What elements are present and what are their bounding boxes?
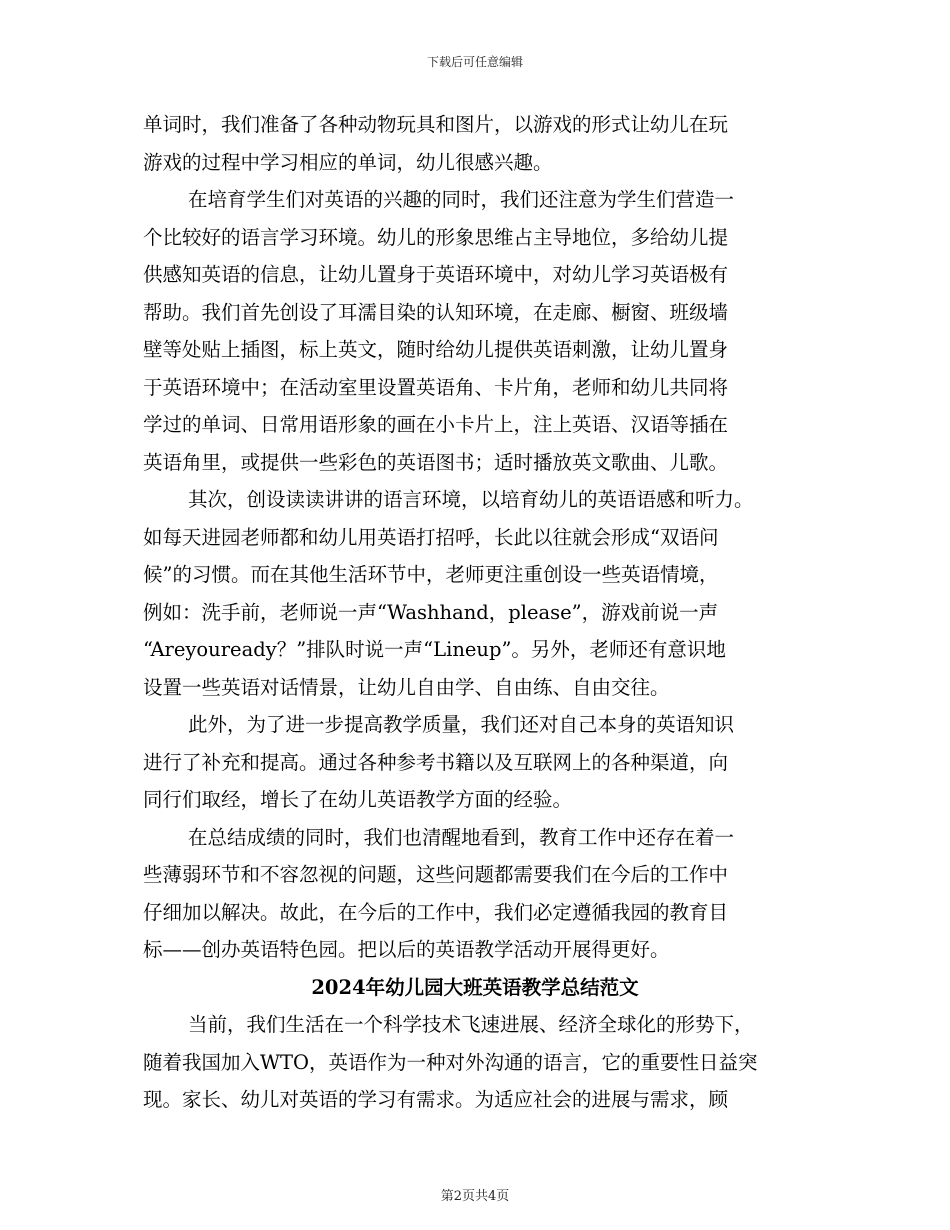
- text-line: 候”的习惯。而在其他生活环节中，老师更注重创设一些英语情境，: [143, 563, 719, 586]
- text-line: 此外，为了进一步提高教学质量，我们还对自己本身的英语知识: [188, 713, 735, 736]
- text-line: 其次，创设读读讲讲的语言环境，以培育幼儿的英语语感和听力。: [188, 488, 754, 511]
- text-line: 单词时，我们准备了各种动物玩具和图片，以游戏的形式让幼儿在玩: [143, 113, 729, 136]
- page-header: 下载后可任意编辑: [426, 55, 523, 69]
- text-line: 学过的单词、日常用语形象的画在小卡片上，注上英语、汉语等插在: [143, 413, 729, 436]
- text-line: 随着我国加入WTO，英语作为一种对外沟通的语言，它的重要性日益突: [143, 1050, 758, 1074]
- text-line: 些薄弱环节和不容忽视的问题，这些问题都需要我们在今后的工作中: [143, 863, 729, 886]
- text-line: 壁等处贴上插图，标上英文，随时给幼儿提供英语刺激，让幼儿置身: [143, 338, 729, 361]
- text-line: “Areyouready？”排队时说一声“Lineup”。另外，老师还有意识地: [143, 638, 726, 661]
- text-line: 帮助。我们首先创设了耳濡目染的认知环境，在走廊、橱窗、班级墙: [143, 300, 729, 324]
- text-line: 供感知英语的信息，让幼儿置身于英语环境中，对幼儿学习英语极有: [143, 263, 729, 286]
- text-line: 同行们取经，增长了在幼儿英语教学方面的经验。: [143, 788, 573, 811]
- text-line: 如每天进园老师都和幼儿用英语打招呼，长此以往就会形成“双语问: [143, 525, 719, 549]
- text-line: 进行了补充和提高。通过各种参考书籍以及互联网上的各种渠道，向: [143, 750, 729, 774]
- text-line: 在总结成绩的同时，我们也清醒地看到，教育工作中还存在着一: [188, 825, 735, 849]
- section-heading: 2024年幼儿园大班英语教学总结范文: [311, 975, 639, 999]
- text-line: 设置一些英语对话情景，让幼儿自由学、自由练、自由交往。: [143, 675, 670, 699]
- document-body: [143, 106, 807, 1119]
- text-line: 例如：洗手前，老师说一声“Washhand，please”，游戏前说一声: [143, 600, 719, 624]
- text-line: 当前，我们生活在一个科学技术飞速进展、经济全球化的形势下，: [188, 1013, 754, 1036]
- text-line: 英语角里，或提供一些彩色的英语图书；适时播放英文歌曲、儿歌。: [143, 450, 729, 474]
- text-line: 游戏的过程中学习相应的单词，幼儿很感兴趣。: [143, 150, 553, 174]
- text-line: 于英语环境中；在活动室里设置英语角、卡片角，老师和幼儿共同将: [143, 375, 729, 399]
- text-line: 现。家长、幼儿对英语的学习有需求。为适应社会的进展与需求，顾: [143, 1088, 729, 1111]
- text-line: 仔细加以解决。故此，在今后的工作中，我们必定遵循我园的教育目: [143, 900, 729, 924]
- text-line: 个比较好的语言学习环境。幼儿的形象思维占主导地位，多给幼儿提: [143, 225, 729, 249]
- text-line: 标——创办英语特色园。把以后的英语教学活动开展得更好。: [143, 938, 670, 961]
- text-line: 在培育学生们对英语的兴趣的同时，我们还注意为学生们营造一: [188, 188, 735, 211]
- page-footer: 第2页共4页: [440, 1189, 510, 1204]
